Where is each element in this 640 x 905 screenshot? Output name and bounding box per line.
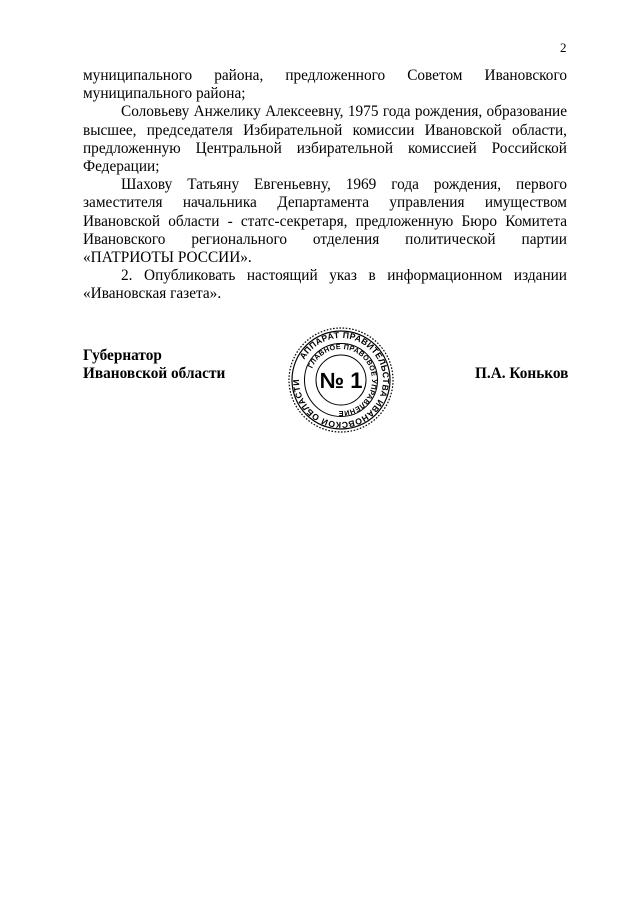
signature-title xyxy=(83,347,225,383)
seal-graphic xyxy=(287,326,395,434)
signature-title-line2: Ивановской области xyxy=(83,365,226,382)
paragraph-publish: 2. Опубликовать настоящий указ в информационном издании «Ивановская газета». xyxy=(83,267,567,303)
page-number: 2 xyxy=(560,40,567,55)
document-body xyxy=(83,67,567,304)
seal-outer-text: АППАРАТ ПРАВИТЕЛЬСТВА ИВАНОВСКОЙ ОБЛАСТИ xyxy=(290,329,392,431)
paragraph-continuation: муниципального района, предложенного Советом Ивановского муниципального района; xyxy=(83,67,567,103)
seal-inner-text: ГЛАВНОЕ ПРАВОВОЕ УПРАВЛЕНИЕ xyxy=(305,341,380,419)
paragraph-solovyeva: Соловьеву Анжелику Алексеевну, 1975 года рождения, образование высшее, председателя Избирательной комиссии Ивановской области, предложенную Центральной избирательной комиссией Российской Федерации; xyxy=(83,103,567,176)
paragraph-shakhova: Шахову Татьяну Евгеньевну, 1969 года рождения, первого заместителя начальника Департамента управления имуществом Ивановской области - статс-секретаря, предложенную Бюро Комитета Ивановского регионального отделения политической партии «ПАТРИОТЫ РОССИИ». xyxy=(83,176,567,267)
signatory-name: П.А. Коньков xyxy=(475,365,569,382)
signature-title-line1: Губернатор xyxy=(83,347,162,364)
official-seal xyxy=(287,326,395,434)
seal-center-text: № 1 xyxy=(319,368,363,393)
